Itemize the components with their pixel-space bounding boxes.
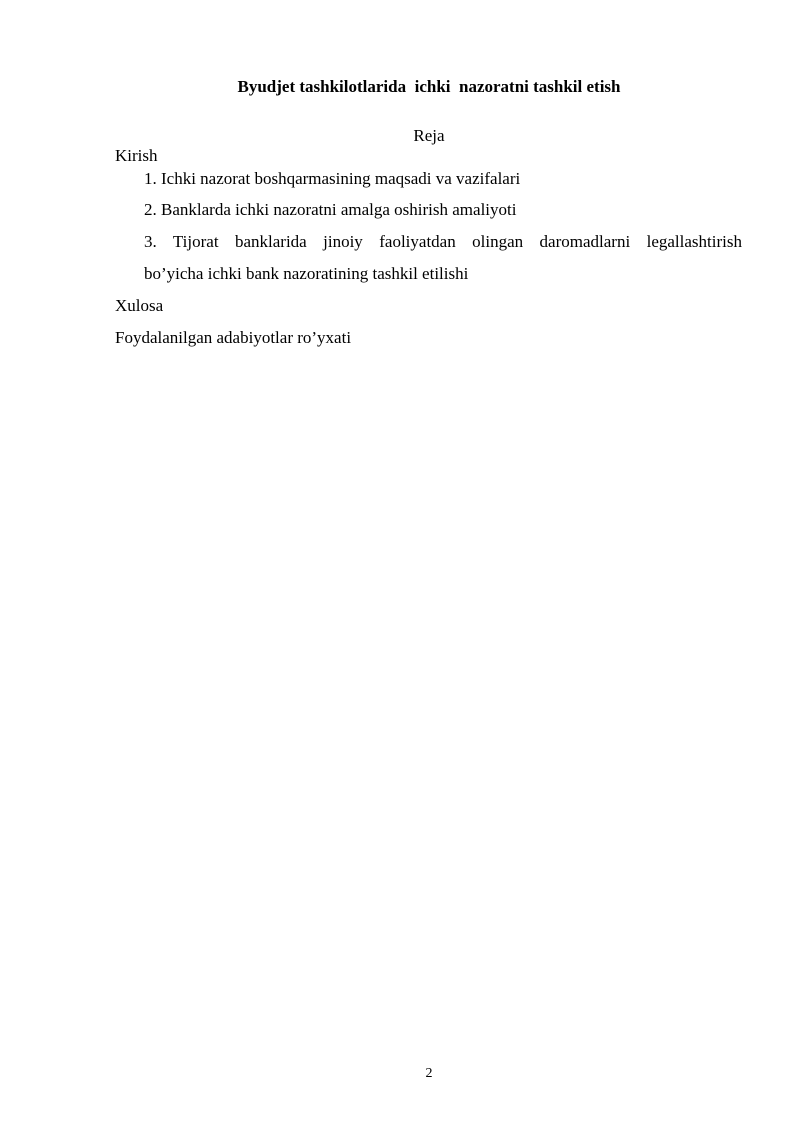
plan-heading: Reja — [413, 126, 445, 145]
page-number: 2 — [425, 1066, 433, 1081]
plan-item-1: 1. Ichki nazorat boshqarmasining maqsadi va vazifalari — [144, 169, 521, 188]
conclusion-entry: Xulosa — [115, 296, 164, 315]
document-title: Byudjet tashkilotlarida ichki nazoratni tashkil etish — [237, 77, 621, 96]
plan-item-3: 3. Tijorat banklarida jinoiy faoliyatdan olingan daromadlarni legallashtirish — [144, 232, 742, 251]
plan-item-3-continuation: bo’yicha ichki bank nazoratining tashkil etilishi — [144, 264, 469, 283]
references-entry: Foydalanilgan adabiyotlar ro’yxati — [115, 328, 352, 347]
plan-item-2: 2. Banklarda ichki nazoratni amalga oshirish amaliyoti — [144, 200, 517, 219]
intro-entry: Kirish — [115, 146, 158, 165]
